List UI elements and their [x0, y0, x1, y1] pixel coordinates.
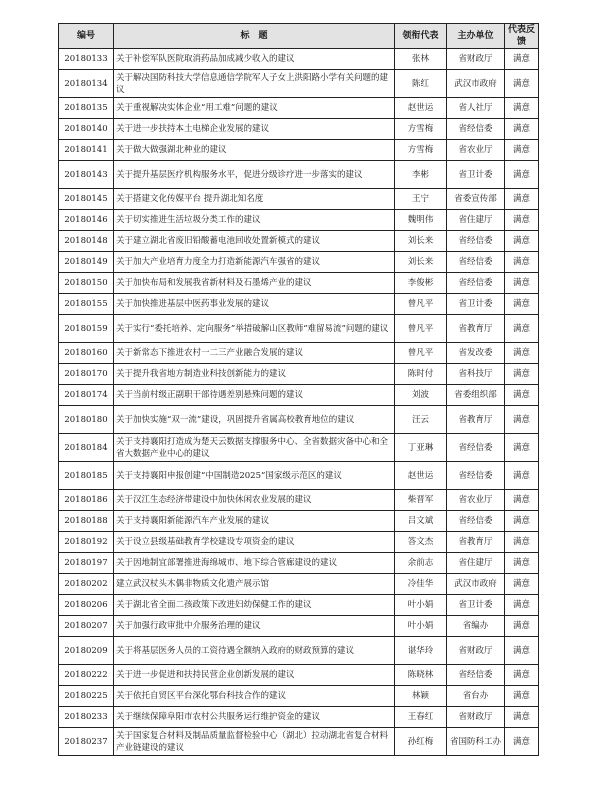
table-row	[59, 616, 539, 637]
lead-representative: 李彬	[395, 161, 447, 189]
lead-representative: 吕文斌	[395, 511, 447, 532]
header-feedback: 代表反馈	[505, 24, 539, 49]
feedback-status: 满意	[505, 532, 539, 553]
lead-representative: 魏明伟	[395, 210, 447, 231]
lead-representative: 张林	[395, 49, 447, 70]
host-unit: 省人社厅	[447, 98, 505, 119]
table-row	[59, 70, 539, 98]
table-row	[59, 231, 539, 252]
proposal-number: 20180233	[59, 707, 114, 728]
feedback-status: 满意	[505, 343, 539, 364]
feedback-status: 满意	[505, 210, 539, 231]
proposal-title: 关于新常态下推进农村一二三产业融合发展的建议	[114, 343, 395, 364]
host-unit: 省经信委	[447, 511, 505, 532]
host-unit: 省农业厅	[447, 140, 505, 161]
lead-representative: 赵世运	[395, 98, 447, 119]
lead-representative: 汪云	[395, 406, 447, 434]
proposal-title: 关于进一步促进和扶持民营企业创新发展的建议	[114, 665, 395, 686]
proposal-title: 关于加快布局和发展我省新材料及石墨烯产业的建议	[114, 273, 395, 294]
host-unit: 省发改委	[447, 343, 505, 364]
proposal-number: 20180149	[59, 252, 114, 273]
feedback-status: 满意	[505, 665, 539, 686]
feedback-status: 满意	[505, 140, 539, 161]
lead-representative: 陈晓林	[395, 665, 447, 686]
proposal-title: 关于建立湖北省废旧铅酸蓄电池回收处置新模式的建议	[114, 231, 395, 252]
lead-representative: 叶小娟	[395, 595, 447, 616]
feedback-status: 满意	[505, 70, 539, 98]
feedback-status: 满意	[505, 364, 539, 385]
feedback-status: 满意	[505, 273, 539, 294]
host-unit: 省教育厅	[447, 532, 505, 553]
proposal-title: 关于湖北省全面二孩政策下改进妇幼保健工作的建议	[114, 595, 395, 616]
host-unit: 省编办	[447, 616, 505, 637]
host-unit: 省经信委	[447, 434, 505, 462]
proposal-title: 建立武汉杖头木偶非物质文化遗产展示馆	[114, 574, 395, 595]
host-unit: 省教育厅	[447, 406, 505, 434]
host-unit: 省台办	[447, 686, 505, 707]
host-unit: 省财政厅	[447, 49, 505, 70]
host-unit: 武汉市政府	[447, 70, 505, 98]
lead-representative: 叶小娟	[395, 616, 447, 637]
feedback-status: 满意	[505, 434, 539, 462]
proposal-number: 20180133	[59, 49, 114, 70]
proposal-title: 关于继续保障阜阳市农村公共服务运行维护资金的建议	[114, 707, 395, 728]
table-row	[59, 406, 539, 434]
host-unit: 省教育厅	[447, 315, 505, 343]
host-unit: 省住建厅	[447, 553, 505, 574]
feedback-status: 满意	[505, 553, 539, 574]
table-row	[59, 49, 539, 70]
table-row	[59, 665, 539, 686]
feedback-status: 满意	[505, 595, 539, 616]
table-row	[59, 490, 539, 511]
lead-representative: 刘长来	[395, 252, 447, 273]
proposal-title: 关于依托自贸区平台深化鄂台科技合作的建议	[114, 686, 395, 707]
proposal-number: 20180206	[59, 595, 114, 616]
table-row	[59, 511, 539, 532]
lead-representative: 谌华玲	[395, 637, 447, 665]
lead-representative: 曾凡平	[395, 315, 447, 343]
lead-representative: 林颖	[395, 686, 447, 707]
proposals-table	[58, 23, 539, 756]
table-row	[59, 434, 539, 462]
feedback-status: 满意	[505, 728, 539, 756]
proposal-title: 关于补偿军队医院取消药品加成减少收入的建议	[114, 49, 395, 70]
proposal-number: 20180140	[59, 119, 114, 140]
table-row	[59, 161, 539, 189]
proposal-number: 20180141	[59, 140, 114, 161]
host-unit: 省委组织部	[447, 385, 505, 406]
proposal-title: 关于实行“委托培养、定向服务”举措破解山区教师“难留易流”问题的建议	[114, 315, 395, 343]
proposal-number: 20180170	[59, 364, 114, 385]
feedback-status: 满意	[505, 315, 539, 343]
table-row	[59, 119, 539, 140]
feedback-status: 满意	[505, 574, 539, 595]
lead-representative: 柴晋军	[395, 490, 447, 511]
table-row	[59, 294, 539, 315]
lead-representative: 陈时付	[395, 364, 447, 385]
proposal-number: 20180145	[59, 189, 114, 210]
lead-representative: 方雪梅	[395, 119, 447, 140]
proposal-title: 关于设立县级基础教育学校建设专项资金的建议	[114, 532, 395, 553]
host-unit: 省住建厅	[447, 210, 505, 231]
table-row	[59, 273, 539, 294]
feedback-status: 满意	[505, 189, 539, 210]
proposal-number: 20180222	[59, 665, 114, 686]
lead-representative: 刘波	[395, 385, 447, 406]
host-unit: 省财政厅	[447, 707, 505, 728]
host-unit: 省农业厅	[447, 490, 505, 511]
proposal-number: 20180192	[59, 532, 114, 553]
feedback-status: 满意	[505, 616, 539, 637]
proposal-number: 20180188	[59, 511, 114, 532]
host-unit: 省委宣传部	[447, 189, 505, 210]
host-unit: 武汉市政府	[447, 574, 505, 595]
lead-representative: 余前志	[395, 553, 447, 574]
proposal-title: 关于重视解决实体企业“用工难”问题的建议	[114, 98, 395, 119]
proposal-number: 20180159	[59, 315, 114, 343]
feedback-status: 满意	[505, 462, 539, 490]
proposal-number: 20180185	[59, 462, 114, 490]
proposal-title: 关于加快实施“双一流”建设，巩固提升省属高校教育地位的建议	[114, 406, 395, 434]
lead-representative: 赵世运	[395, 462, 447, 490]
proposal-title: 关于国家复合材料及制品质量监督检验中心（湖北）拉动湖北省复合材料产业链建设的建议	[114, 728, 395, 756]
proposal-number: 20180209	[59, 637, 114, 665]
table-row	[59, 574, 539, 595]
table-row	[59, 707, 539, 728]
lead-representative: 刘长来	[395, 231, 447, 252]
proposal-title: 关于因地制宜部署推进海绵城市、地下综合管廊建设的建议	[114, 553, 395, 574]
proposal-number: 20180186	[59, 490, 114, 511]
proposal-title: 关于切实推进生活垃圾分类工作的建议	[114, 210, 395, 231]
proposal-title: 关于解决国防科技大学信息通信学院军人子女上洪阳路小学有关问题的建议	[114, 70, 395, 98]
host-unit: 省经信委	[447, 462, 505, 490]
proposal-title: 关于支持襄阳新能源汽车产业发展的建议	[114, 511, 395, 532]
feedback-status: 满意	[505, 686, 539, 707]
header-number: 编号	[59, 24, 114, 49]
proposal-title: 关于进一步扶持本土电梯企业发展的建议	[114, 119, 395, 140]
header-unit: 主办单位	[447, 24, 505, 49]
proposal-number: 20180202	[59, 574, 114, 595]
proposal-number: 20180134	[59, 70, 114, 98]
lead-representative: 孙红梅	[395, 728, 447, 756]
proposal-title: 关于支持襄阳打造成为楚天云数据支撑服务中心、全省数据灾备中心和全省大数据产业中心的建议	[114, 434, 395, 462]
proposal-title: 关于汉江生态经济带建设中加快休闲农业发展的建议	[114, 490, 395, 511]
table-row	[59, 189, 539, 210]
proposal-title: 关于加强行政审批中介服务治理的建议	[114, 616, 395, 637]
table-row	[59, 343, 539, 364]
feedback-status: 满意	[505, 98, 539, 119]
table-row	[59, 98, 539, 119]
feedback-status: 满意	[505, 707, 539, 728]
proposal-number: 20180197	[59, 553, 114, 574]
proposal-number: 20180225	[59, 686, 114, 707]
host-unit: 省经信委	[447, 273, 505, 294]
proposal-number: 20180148	[59, 231, 114, 252]
table-row	[59, 637, 539, 665]
host-unit: 省经信委	[447, 252, 505, 273]
table-row	[59, 364, 539, 385]
lead-representative: 王宁	[395, 189, 447, 210]
table-row	[59, 210, 539, 231]
header-title: 标 题	[114, 24, 395, 49]
proposal-number: 20180174	[59, 385, 114, 406]
lead-representative: 丁亚琳	[395, 434, 447, 462]
host-unit: 省经信委	[447, 119, 505, 140]
host-unit: 省卫计委	[447, 161, 505, 189]
feedback-status: 满意	[505, 406, 539, 434]
proposal-title: 关于将基层医务人员的工资待遇全额纳入政府的财政预算的建议	[114, 637, 395, 665]
proposal-title: 关于加大产业培育力度全力打造新能源汽车强省的建议	[114, 252, 395, 273]
feedback-status: 满意	[505, 119, 539, 140]
table-row	[59, 728, 539, 756]
table-row	[59, 252, 539, 273]
lead-representative: 曾凡平	[395, 343, 447, 364]
proposal-title: 关于搭建文化传媒平台 提升湖北知名度	[114, 189, 395, 210]
header-row	[59, 24, 539, 49]
feedback-status: 满意	[505, 231, 539, 252]
feedback-status: 满意	[505, 385, 539, 406]
header-lead: 领衔代表	[395, 24, 447, 49]
table-row	[59, 385, 539, 406]
lead-representative: 王春红	[395, 707, 447, 728]
host-unit: 省卫计委	[447, 595, 505, 616]
host-unit: 省科技厅	[447, 364, 505, 385]
feedback-status: 满意	[505, 161, 539, 189]
proposal-number: 20180237	[59, 728, 114, 756]
host-unit: 省经信委	[447, 231, 505, 252]
table-row	[59, 462, 539, 490]
feedback-status: 满意	[505, 49, 539, 70]
host-unit: 省财政厅	[447, 637, 505, 665]
feedback-status: 满意	[505, 490, 539, 511]
lead-representative: 答文杰	[395, 532, 447, 553]
table-row	[59, 553, 539, 574]
feedback-status: 满意	[505, 252, 539, 273]
table-row	[59, 686, 539, 707]
proposal-number: 20180150	[59, 273, 114, 294]
proposal-number: 20180207	[59, 616, 114, 637]
proposal-number: 20180184	[59, 434, 114, 462]
proposal-number: 20180135	[59, 98, 114, 119]
host-unit: 省经信委	[447, 665, 505, 686]
host-unit: 省卫计委	[447, 294, 505, 315]
lead-representative: 曾凡平	[395, 294, 447, 315]
proposal-title: 关于当前村级正副职干部待遇差别悬殊问题的建议	[114, 385, 395, 406]
host-unit: 省国防科工办	[447, 728, 505, 756]
proposal-title: 关于提升基层医疗机构服务水平，促进分级诊疗进一步落实的建议	[114, 161, 395, 189]
proposal-number: 20180180	[59, 406, 114, 434]
proposal-number: 20180155	[59, 294, 114, 315]
table-row	[59, 140, 539, 161]
proposal-title: 关于提升我省地方制造业科技创新能力的建议	[114, 364, 395, 385]
table-row	[59, 532, 539, 553]
proposal-title: 关于加快推进基层中医药事业发展的建议	[114, 294, 395, 315]
feedback-status: 满意	[505, 637, 539, 665]
lead-representative: 冷佳华	[395, 574, 447, 595]
proposal-number: 20180146	[59, 210, 114, 231]
feedback-status: 满意	[505, 294, 539, 315]
proposal-number: 20180160	[59, 343, 114, 364]
table-row	[59, 315, 539, 343]
lead-representative: 方雪梅	[395, 140, 447, 161]
proposal-title: 关于做大做强湖北种业的建议	[114, 140, 395, 161]
proposal-number: 20180143	[59, 161, 114, 189]
feedback-status: 满意	[505, 511, 539, 532]
proposal-title: 关于支持襄阳申报创建“中国制造2025”国家级示范区的建议	[114, 462, 395, 490]
lead-representative: 李俊彬	[395, 273, 447, 294]
lead-representative: 陈红	[395, 70, 447, 98]
table-row	[59, 595, 539, 616]
